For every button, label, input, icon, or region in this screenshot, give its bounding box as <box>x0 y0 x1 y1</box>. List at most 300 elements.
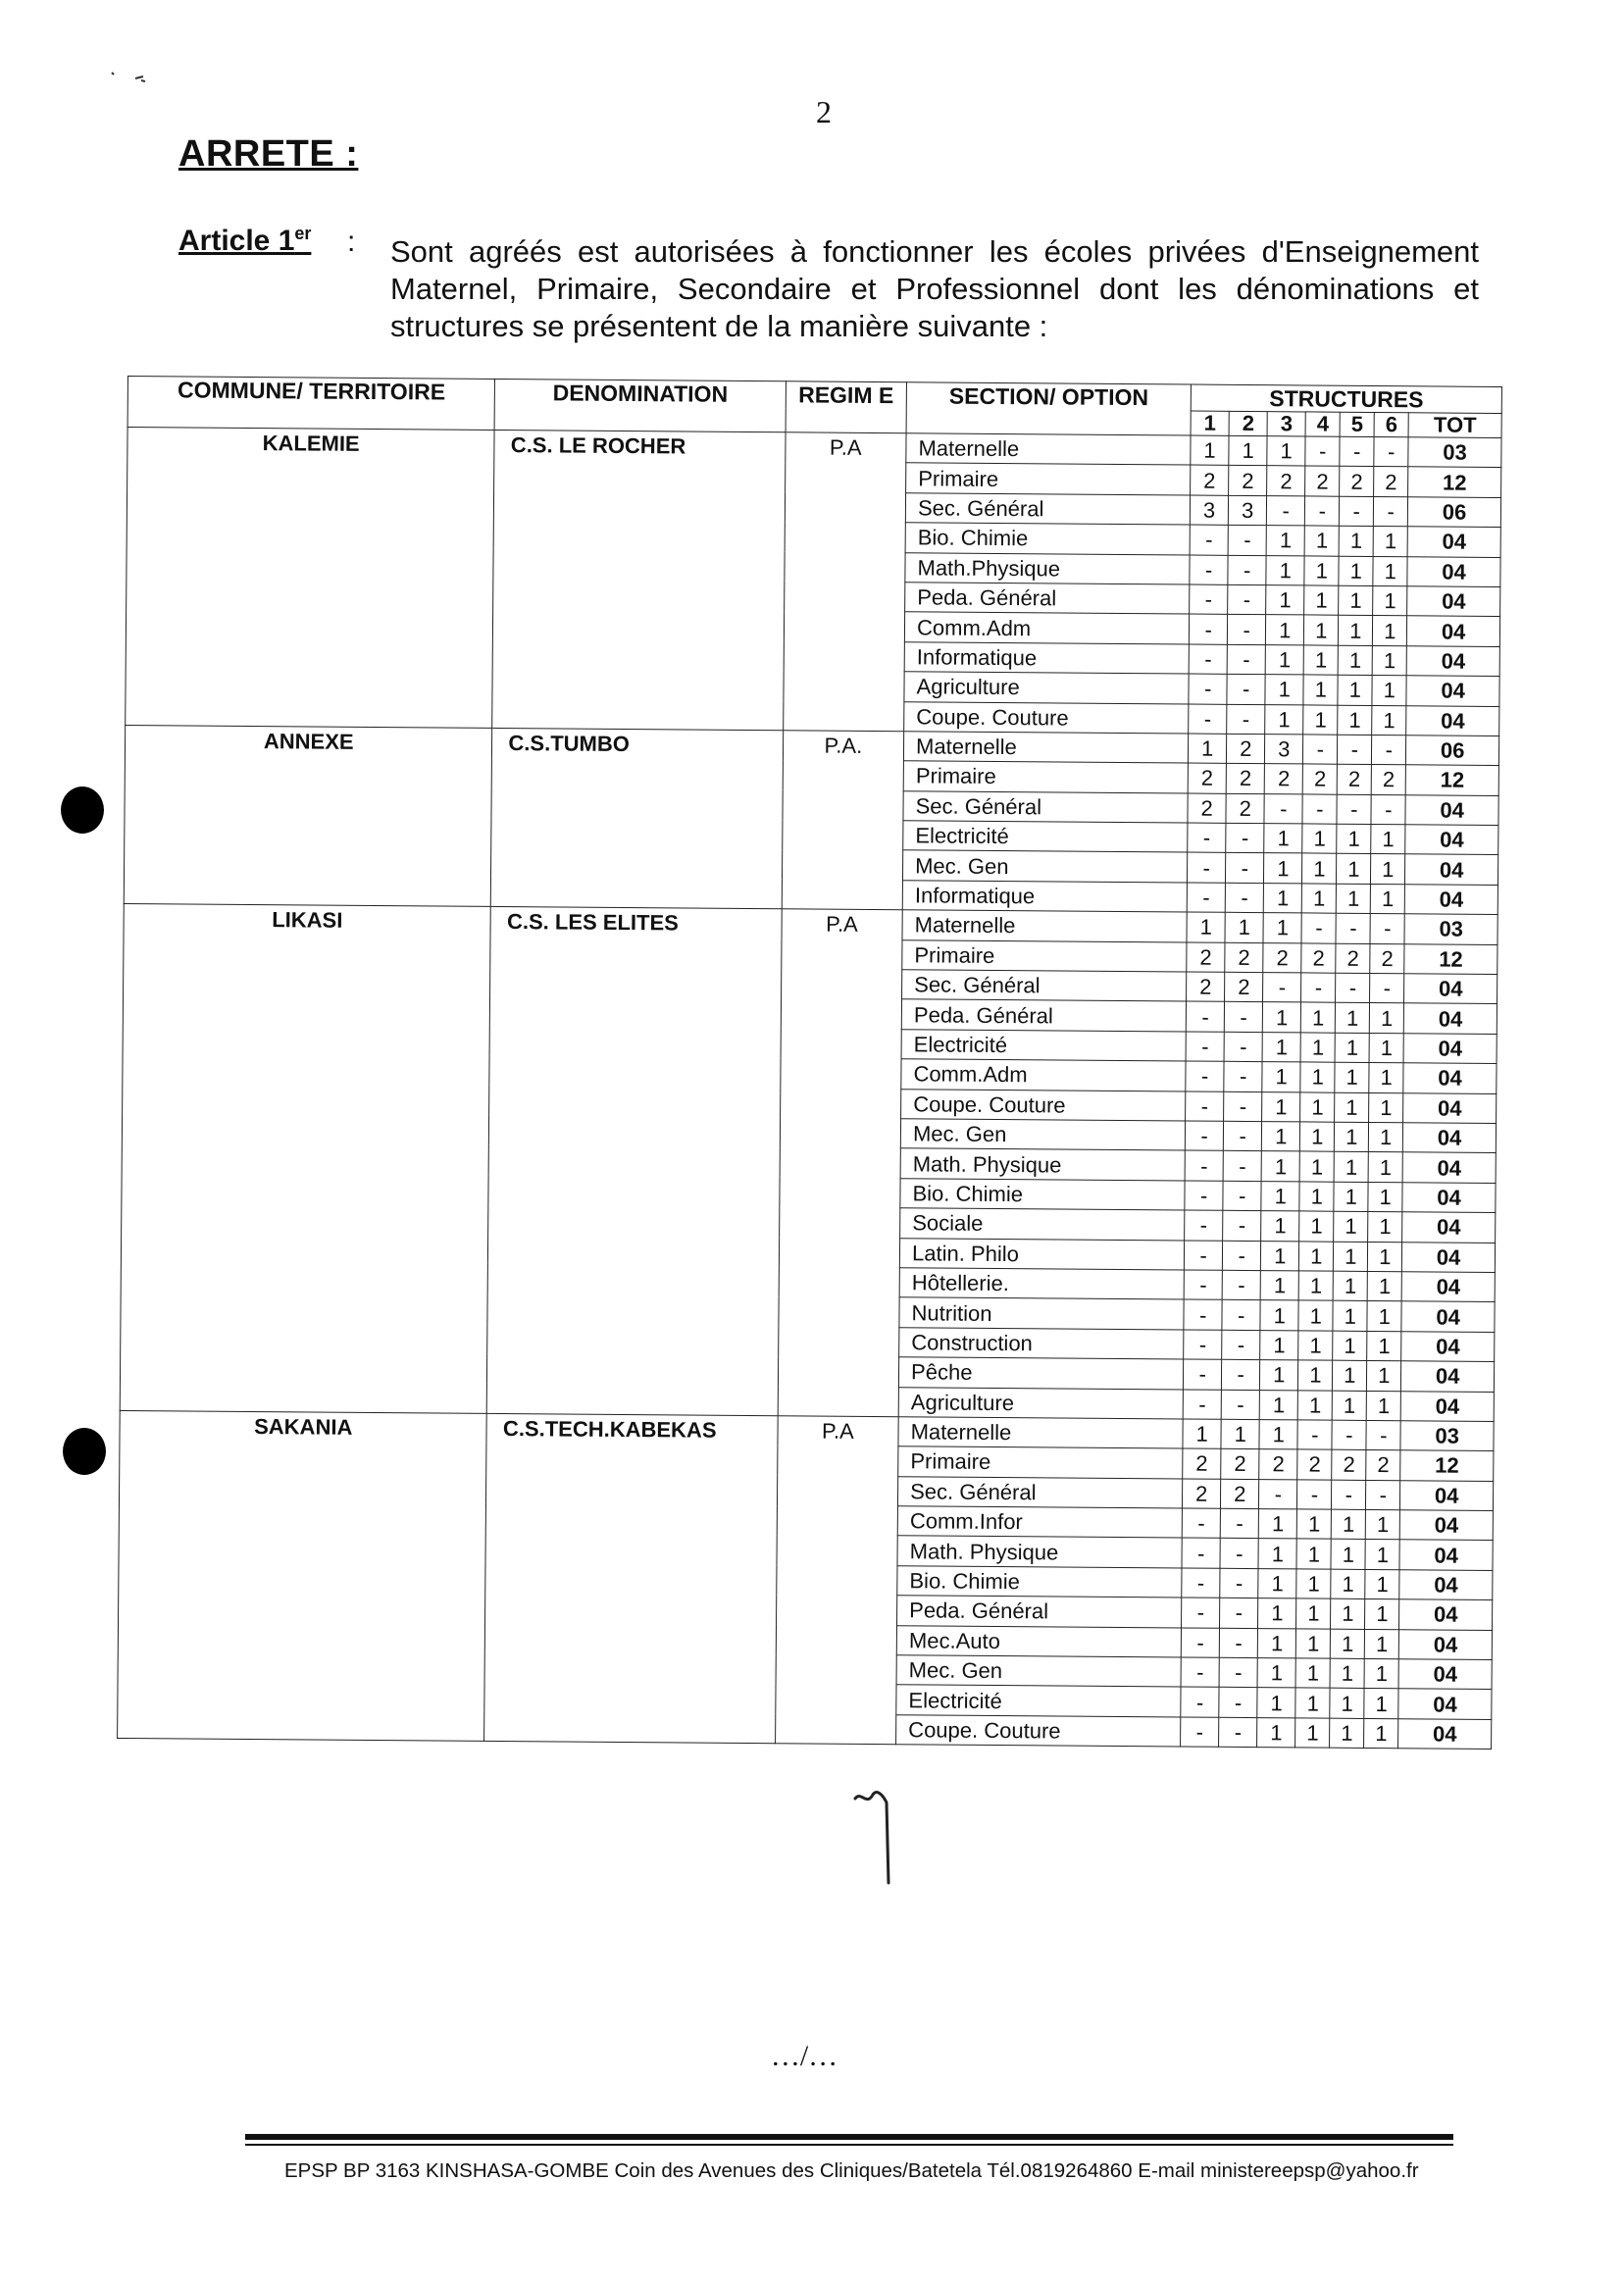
section-cell: Electricité <box>896 1685 1181 1717</box>
total-cell: 04 <box>1398 1719 1492 1750</box>
header-regime: REGIM E <box>786 381 907 433</box>
struct-cell-5: 1 <box>1335 1092 1369 1123</box>
struct-cell-1: - <box>1189 674 1227 704</box>
section-cell: Coupe. Couture <box>904 701 1189 734</box>
total-cell: 03 <box>1404 914 1497 944</box>
denomination-cell: C.S.TECH.KABEKAS <box>484 1413 778 1744</box>
struct-cell-3: - <box>1263 973 1301 1003</box>
struct-cell-3: 1 <box>1259 1390 1297 1420</box>
struct-cell-2: 1 <box>1225 913 1263 943</box>
struct-cell-1: 1 <box>1183 1419 1221 1449</box>
struct-cell-2: - <box>1228 584 1266 615</box>
struct-cell-4: 1 <box>1298 1360 1333 1391</box>
table-body <box>118 428 1501 1750</box>
struct-cell-6: - <box>1366 1480 1400 1510</box>
struct-cell-1: - <box>1186 1001 1224 1032</box>
struct-cell-3: - <box>1259 1479 1297 1509</box>
header-row-1 <box>127 377 1501 414</box>
struct-cell-5: 2 <box>1336 943 1370 974</box>
struct-cell-2: - <box>1220 1508 1258 1539</box>
denomination-cell: C.S. LE ROCHER <box>492 430 786 730</box>
struct-cell-3: 1 <box>1258 1628 1296 1658</box>
struct-cell-6: 2 <box>1371 765 1405 795</box>
section-cell: Comm.Infor <box>897 1506 1182 1539</box>
struct-cell-2: - <box>1219 1717 1257 1748</box>
article-label <box>178 224 311 258</box>
struct-cell-4: 1 <box>1299 1182 1334 1212</box>
struct-cell-2: 2 <box>1221 1449 1259 1480</box>
struct-cell-2: 2 <box>1226 793 1264 824</box>
struct-cell-6: 1 <box>1366 1510 1400 1541</box>
section-cell: Bio. Chimie <box>897 1566 1182 1598</box>
header-num-2: 2 <box>1229 411 1267 435</box>
struct-cell-6: 1 <box>1364 1658 1398 1689</box>
struct-cell-2: - <box>1224 1002 1262 1033</box>
struct-cell-4: 2 <box>1303 764 1338 794</box>
struct-cell-6: 1 <box>1369 1122 1403 1152</box>
section-cell: Primaire <box>903 761 1188 793</box>
struct-cell-1: - <box>1184 1330 1222 1360</box>
section-cell: Sec. Général <box>903 790 1188 823</box>
section-cell: Sec. Général <box>902 970 1187 1002</box>
struct-cell-2: - <box>1223 1210 1261 1241</box>
struct-cell-3: 1 <box>1264 853 1302 884</box>
section-cell: Math. Physique <box>897 1536 1182 1568</box>
struct-cell-4: 2 <box>1305 466 1340 496</box>
total-cell: 04 <box>1407 586 1500 617</box>
struct-cell-2: - <box>1224 1091 1262 1122</box>
struct-cell-1: - <box>1185 1181 1223 1211</box>
commune-cell: KALEMIE <box>126 428 495 729</box>
struct-cell-4: 1 <box>1301 1002 1336 1033</box>
struct-cell-4: 1 <box>1295 1688 1330 1718</box>
struct-cell-5: - <box>1332 1480 1366 1510</box>
struct-cell-5: 1 <box>1331 1569 1365 1599</box>
section-cell: Math. Physique <box>900 1148 1185 1181</box>
total-cell: 04 <box>1407 556 1500 586</box>
struct-cell-6: 1 <box>1373 556 1407 586</box>
struct-cell-3: 1 <box>1259 1509 1297 1540</box>
struct-cell-1: 2 <box>1183 1479 1221 1509</box>
struct-cell-1: - <box>1187 883 1225 913</box>
section-cell: Coupe. Couture <box>901 1089 1186 1121</box>
struct-cell-1: - <box>1186 1091 1224 1122</box>
struct-cell-5: - <box>1332 1420 1366 1450</box>
section-cell: Informatique <box>904 641 1189 674</box>
struct-cell-1: - <box>1184 1270 1222 1300</box>
struct-cell-1: 1 <box>1187 912 1225 942</box>
struct-cell-4: 1 <box>1302 824 1337 854</box>
struct-cell-5: 1 <box>1333 1391 1367 1421</box>
total-cell: 04 <box>1401 1331 1495 1361</box>
total-cell: 04 <box>1401 1272 1495 1302</box>
regime-cell: P.A <box>778 909 902 1417</box>
struct-cell-3: 1 <box>1260 1330 1298 1360</box>
struct-cell-5: 1 <box>1339 526 1373 556</box>
struct-cell-1: - <box>1181 1687 1219 1717</box>
struct-cell-2: - <box>1224 1121 1262 1151</box>
struct-cell-6: 1 <box>1369 1063 1403 1093</box>
commune-cell: ANNEXE <box>124 725 492 906</box>
struct-cell-3: 1 <box>1260 1271 1298 1301</box>
section-cell: Primaire <box>902 939 1187 972</box>
struct-cell-2: 2 <box>1227 734 1265 764</box>
struct-cell-6: - <box>1374 436 1408 467</box>
struct-cell-3: 1 <box>1258 1539 1296 1569</box>
total-cell: 03 <box>1400 1421 1494 1451</box>
struct-cell-4: 1 <box>1302 853 1337 884</box>
total-cell: 12 <box>1404 943 1497 974</box>
struct-cell-1: - <box>1182 1598 1220 1628</box>
total-cell: 04 <box>1403 1123 1497 1153</box>
header-num-1: 1 <box>1191 411 1229 435</box>
struct-cell-3: 1 <box>1257 1688 1295 1718</box>
struct-cell-2: 2 <box>1229 466 1267 496</box>
struct-cell-6: 1 <box>1372 676 1406 706</box>
struct-cell-2: - <box>1219 1688 1257 1718</box>
struct-cell-4: 1 <box>1299 1211 1334 1242</box>
struct-cell-2: - <box>1220 1598 1258 1629</box>
struct-cell-6: - <box>1366 1420 1400 1450</box>
struct-cell-2: - <box>1226 823 1264 853</box>
struct-cell-4: 1 <box>1304 585 1339 616</box>
struct-cell-1: - <box>1185 1121 1223 1151</box>
denomination-cell: C.S.TUMBO <box>491 728 784 909</box>
struct-cell-3: 1 <box>1262 1032 1300 1062</box>
struct-cell-6: 1 <box>1371 854 1405 885</box>
struct-cell-6: 1 <box>1372 645 1406 676</box>
struct-cell-1: - <box>1181 1628 1219 1658</box>
struct-cell-4: 1 <box>1300 1122 1335 1152</box>
struct-cell-5: - <box>1336 913 1370 943</box>
struct-cell-6: 1 <box>1371 825 1405 855</box>
header-num-5: 5 <box>1340 412 1374 436</box>
struct-cell-2: - <box>1222 1270 1260 1300</box>
struct-cell-5: 1 <box>1332 1509 1366 1540</box>
struct-cell-2: - <box>1222 1300 1260 1331</box>
struct-cell-2: - <box>1224 1062 1262 1092</box>
total-cell: 04 <box>1402 1242 1496 1272</box>
section-cell: Construction <box>899 1327 1184 1359</box>
commune-cell: SAKANIA <box>118 1410 487 1741</box>
struct-cell-5: 1 <box>1339 616 1373 646</box>
struct-cell-4: 1 <box>1303 675 1338 705</box>
struct-cell-5: 1 <box>1330 1689 1364 1719</box>
scan-mark <box>110 69 149 93</box>
struct-cell-3: 1 <box>1266 526 1304 556</box>
struct-cell-3: 1 <box>1266 585 1304 616</box>
struct-cell-3: 1 <box>1264 824 1302 854</box>
struct-cell-6: 1 <box>1365 1569 1399 1599</box>
struct-cell-5: 1 <box>1333 1301 1367 1332</box>
header-num-4: 4 <box>1305 412 1340 436</box>
struct-cell-5: 1 <box>1338 675 1372 705</box>
struct-cell-5: 1 <box>1335 1062 1369 1092</box>
struct-cell-6: 1 <box>1369 1092 1403 1123</box>
struct-cell-1: - <box>1190 614 1228 644</box>
schools-table <box>117 376 1502 1750</box>
struct-cell-1: - <box>1190 525 1228 555</box>
total-cell: 04 <box>1404 974 1497 1004</box>
struct-cell-5: 1 <box>1337 884 1371 914</box>
struct-cell-1: - <box>1185 1150 1223 1181</box>
section-cell: Informatique <box>902 881 1187 913</box>
struct-cell-1: - <box>1189 644 1227 675</box>
footer-rule-thin <box>245 2144 1453 2146</box>
struct-cell-2: 2 <box>1225 972 1263 1002</box>
struct-cell-3: 1 <box>1265 704 1303 735</box>
struct-cell-2: 3 <box>1229 495 1267 526</box>
struct-cell-6: - <box>1372 735 1406 765</box>
struct-cell-1: 2 <box>1188 763 1226 793</box>
punch-hole <box>61 786 104 834</box>
struct-cell-1: - <box>1183 1389 1221 1419</box>
header-num-6: 6 <box>1374 412 1408 436</box>
struct-cell-1: - <box>1186 1032 1224 1062</box>
section-cell: Mec.Auto <box>896 1625 1181 1657</box>
struct-cell-1: - <box>1184 1359 1222 1390</box>
struct-cell-6: 1 <box>1365 1599 1399 1630</box>
struct-cell-3: 1 <box>1265 644 1303 675</box>
section-cell: Primaire <box>906 463 1191 495</box>
struct-cell-2: - <box>1227 674 1265 704</box>
struct-cell-4: - <box>1301 913 1336 943</box>
struct-cell-3: 3 <box>1265 735 1303 765</box>
struct-cell-6: 1 <box>1373 527 1407 557</box>
section-cell: Maternelle <box>904 732 1189 764</box>
header-section: SECTION/ OPTION <box>906 382 1191 435</box>
footer-rule <box>245 2134 1453 2140</box>
struct-cell-2: - <box>1222 1359 1260 1390</box>
struct-cell-3: 1 <box>1267 436 1305 467</box>
struct-cell-3: 1 <box>1260 1300 1298 1331</box>
commune-cell: LIKASI <box>120 904 490 1414</box>
struct-cell-3: 1 <box>1263 913 1301 943</box>
struct-cell-3: 1 <box>1261 1181 1299 1211</box>
struct-cell-6: 1 <box>1367 1331 1401 1361</box>
total-cell: 04 <box>1400 1391 1494 1421</box>
total-cell: 04 <box>1405 825 1498 855</box>
section-cell: Peda. Général <box>901 999 1186 1032</box>
struct-cell-4: 1 <box>1304 615 1339 645</box>
struct-cell-6: - <box>1374 496 1408 527</box>
total-cell: 04 <box>1407 616 1500 646</box>
struct-cell-4: - <box>1297 1480 1332 1510</box>
total-cell: 04 <box>1399 1570 1493 1600</box>
struct-cell-6: 1 <box>1371 884 1405 914</box>
struct-cell-6: - <box>1370 914 1404 944</box>
struct-cell-4: 1 <box>1296 1598 1331 1629</box>
struct-cell-4: 1 <box>1298 1331 1333 1361</box>
struct-cell-3: 1 <box>1261 1151 1299 1182</box>
total-cell: 04 <box>1406 645 1499 676</box>
struct-cell-1: 2 <box>1187 972 1225 1002</box>
regime-cell: P.A <box>775 1416 898 1745</box>
struct-cell-6: 1 <box>1373 585 1407 616</box>
article-label-sup: er <box>294 224 312 243</box>
struct-cell-2: - <box>1225 883 1263 913</box>
total-cell: 04 <box>1401 1301 1495 1332</box>
struct-cell-3: 2 <box>1263 942 1301 973</box>
struct-cell-4: 2 <box>1301 943 1336 974</box>
struct-cell-6: 1 <box>1372 705 1406 736</box>
struct-cell-1: - <box>1181 1717 1219 1748</box>
struct-cell-4: 1 <box>1298 1390 1333 1420</box>
section-cell: Electricité <box>901 1030 1186 1062</box>
struct-cell-1: 3 <box>1190 495 1228 526</box>
struct-cell-6: - <box>1370 974 1404 1004</box>
struct-cell-5: 1 <box>1338 705 1372 736</box>
struct-cell-3: 1 <box>1266 555 1304 585</box>
struct-cell-5: - <box>1340 496 1374 527</box>
total-cell: 04 <box>1398 1689 1492 1719</box>
struct-cell-3: 2 <box>1267 466 1305 496</box>
struct-cell-1: - <box>1182 1538 1220 1568</box>
struct-cell-3: 1 <box>1261 1211 1299 1242</box>
struct-cell-5: 1 <box>1331 1540 1365 1570</box>
total-cell: 04 <box>1399 1510 1493 1541</box>
struct-cell-2: - <box>1227 644 1265 675</box>
total-cell: 04 <box>1402 1212 1496 1243</box>
section-cell: Sec. Général <box>898 1476 1183 1508</box>
section-cell: Sec. Général <box>905 493 1190 526</box>
struct-cell-4: 1 <box>1297 1509 1332 1540</box>
struct-cell-6: - <box>1371 794 1405 825</box>
struct-cell-2: - <box>1220 1568 1258 1598</box>
struct-cell-6: 1 <box>1369 1033 1403 1063</box>
struct-cell-3: 1 <box>1265 675 1303 705</box>
struct-cell-2: - <box>1222 1330 1260 1360</box>
section-cell: Coupe. Couture <box>896 1714 1181 1747</box>
struct-cell-1: - <box>1188 823 1226 853</box>
total-cell: 06 <box>1406 736 1499 766</box>
struct-cell-4: 1 <box>1295 1718 1330 1749</box>
header-denomination: DENOMINATION <box>494 379 786 431</box>
total-cell: 04 <box>1400 1480 1494 1510</box>
struct-cell-5: 1 <box>1337 824 1371 854</box>
total-cell: 04 <box>1404 885 1497 915</box>
struct-cell-4: 1 <box>1298 1271 1333 1301</box>
total-cell: 12 <box>1408 467 1501 497</box>
section-cell: Nutrition <box>899 1297 1184 1330</box>
struct-cell-2: - <box>1219 1628 1257 1658</box>
decree-title: ARRETE : <box>178 133 359 175</box>
struct-cell-3: 1 <box>1260 1360 1298 1391</box>
struct-cell-2: - <box>1224 1032 1262 1062</box>
struct-cell-6: 2 <box>1370 943 1404 974</box>
struct-cell-6: 1 <box>1367 1271 1401 1301</box>
section-cell: Hôtellerie. <box>899 1268 1184 1300</box>
struct-cell-2: - <box>1228 525 1266 555</box>
struct-cell-4: - <box>1305 496 1340 527</box>
struct-cell-2: 2 <box>1225 942 1263 973</box>
struct-cell-3: 1 <box>1263 1002 1301 1033</box>
struct-cell-5: 1 <box>1330 1718 1364 1749</box>
struct-cell-1: - <box>1181 1657 1219 1688</box>
struct-cell-3: 1 <box>1264 883 1302 913</box>
struct-cell-6: 1 <box>1368 1212 1402 1243</box>
struct-cell-5: 1 <box>1333 1271 1367 1301</box>
section-cell: Comm.Adm <box>901 1059 1186 1091</box>
struct-cell-3: 1 <box>1262 1091 1300 1122</box>
struct-cell-3: 1 <box>1266 615 1304 645</box>
struct-cell-2: 2 <box>1221 1479 1259 1509</box>
section-cell: Maternelle <box>898 1417 1183 1449</box>
struct-cell-1: - <box>1190 555 1228 585</box>
struct-cell-5: 1 <box>1339 556 1373 586</box>
total-cell: 04 <box>1404 1003 1497 1034</box>
section-cell: Latin. Philo <box>899 1238 1184 1270</box>
struct-cell-4: 1 <box>1303 704 1338 735</box>
struct-cell-5: 1 <box>1333 1331 1367 1361</box>
struct-cell-1: - <box>1189 704 1227 735</box>
struct-cell-4: 2 <box>1297 1449 1332 1480</box>
struct-cell-5: 1 <box>1333 1360 1367 1391</box>
total-cell: 04 <box>1406 676 1499 706</box>
section-cell: Mec. Gen <box>900 1119 1185 1151</box>
struct-cell-4: 1 <box>1300 1062 1335 1092</box>
struct-cell-2: - <box>1223 1181 1261 1211</box>
section-cell: Electricité <box>903 821 1188 853</box>
header-tot: TOT <box>1408 413 1501 438</box>
section-cell: Bio. Chimie <box>900 1178 1185 1210</box>
struct-cell-3: 1 <box>1259 1419 1297 1449</box>
section-cell: Maternelle <box>906 433 1191 466</box>
struct-cell-1: - <box>1182 1508 1220 1539</box>
section-cell: Peda. Général <box>905 583 1190 615</box>
struct-cell-2: - <box>1227 704 1265 735</box>
struct-cell-4: 1 <box>1298 1300 1333 1331</box>
total-cell: 04 <box>1401 1361 1495 1392</box>
total-cell: 06 <box>1408 497 1501 528</box>
total-cell: 12 <box>1405 765 1498 795</box>
struct-cell-1: 1 <box>1189 734 1227 764</box>
struct-cell-6: 1 <box>1365 1629 1399 1659</box>
struct-cell-5: 1 <box>1334 1182 1368 1212</box>
total-cell: 04 <box>1399 1540 1493 1570</box>
struct-cell-3: - <box>1267 495 1305 526</box>
struct-cell-6: 1 <box>1370 1003 1404 1034</box>
struct-cell-1: 2 <box>1191 465 1229 495</box>
struct-cell-1: - <box>1186 1061 1224 1091</box>
struct-cell-4: 1 <box>1299 1241 1334 1271</box>
section-cell: Mec. Gen <box>896 1655 1181 1688</box>
total-cell: 04 <box>1402 1183 1496 1213</box>
struct-cell-1: - <box>1190 584 1228 615</box>
section-cell: Sociale <box>900 1208 1185 1241</box>
struct-cell-6: 1 <box>1368 1152 1402 1183</box>
struct-cell-5: 2 <box>1338 764 1372 794</box>
article-text: Sont agréés est autorisées à fonctionner les écoles privées d'Enseignement Maternel, Primaire, Secondaire et Professionnel dont les dénominations et structures se présentent de la manière suivante : <box>390 234 1479 343</box>
struct-cell-4: 1 <box>1304 526 1339 556</box>
struct-cell-5: 1 <box>1334 1242 1368 1272</box>
denomination-cell: C.S. LES ELITES <box>487 907 782 1416</box>
total-cell: 04 <box>1403 1092 1497 1123</box>
struct-cell-5: - <box>1337 794 1371 825</box>
section-cell: Math.Physique <box>905 552 1190 584</box>
section-cell: Mec. Gen <box>903 850 1188 883</box>
struct-cell-4: 1 <box>1300 1033 1335 1063</box>
struct-cell-6: 1 <box>1367 1301 1401 1332</box>
struct-cell-3: - <box>1264 793 1302 824</box>
struct-cell-6: 1 <box>1368 1182 1402 1212</box>
struct-cell-3: 1 <box>1258 1598 1296 1629</box>
struct-cell-5: - <box>1336 973 1370 1003</box>
struct-cell-6: 1 <box>1373 616 1407 646</box>
struct-cell-3: 1 <box>1261 1241 1299 1271</box>
article-colon: : <box>347 226 356 258</box>
total-cell: 04 <box>1405 854 1498 885</box>
